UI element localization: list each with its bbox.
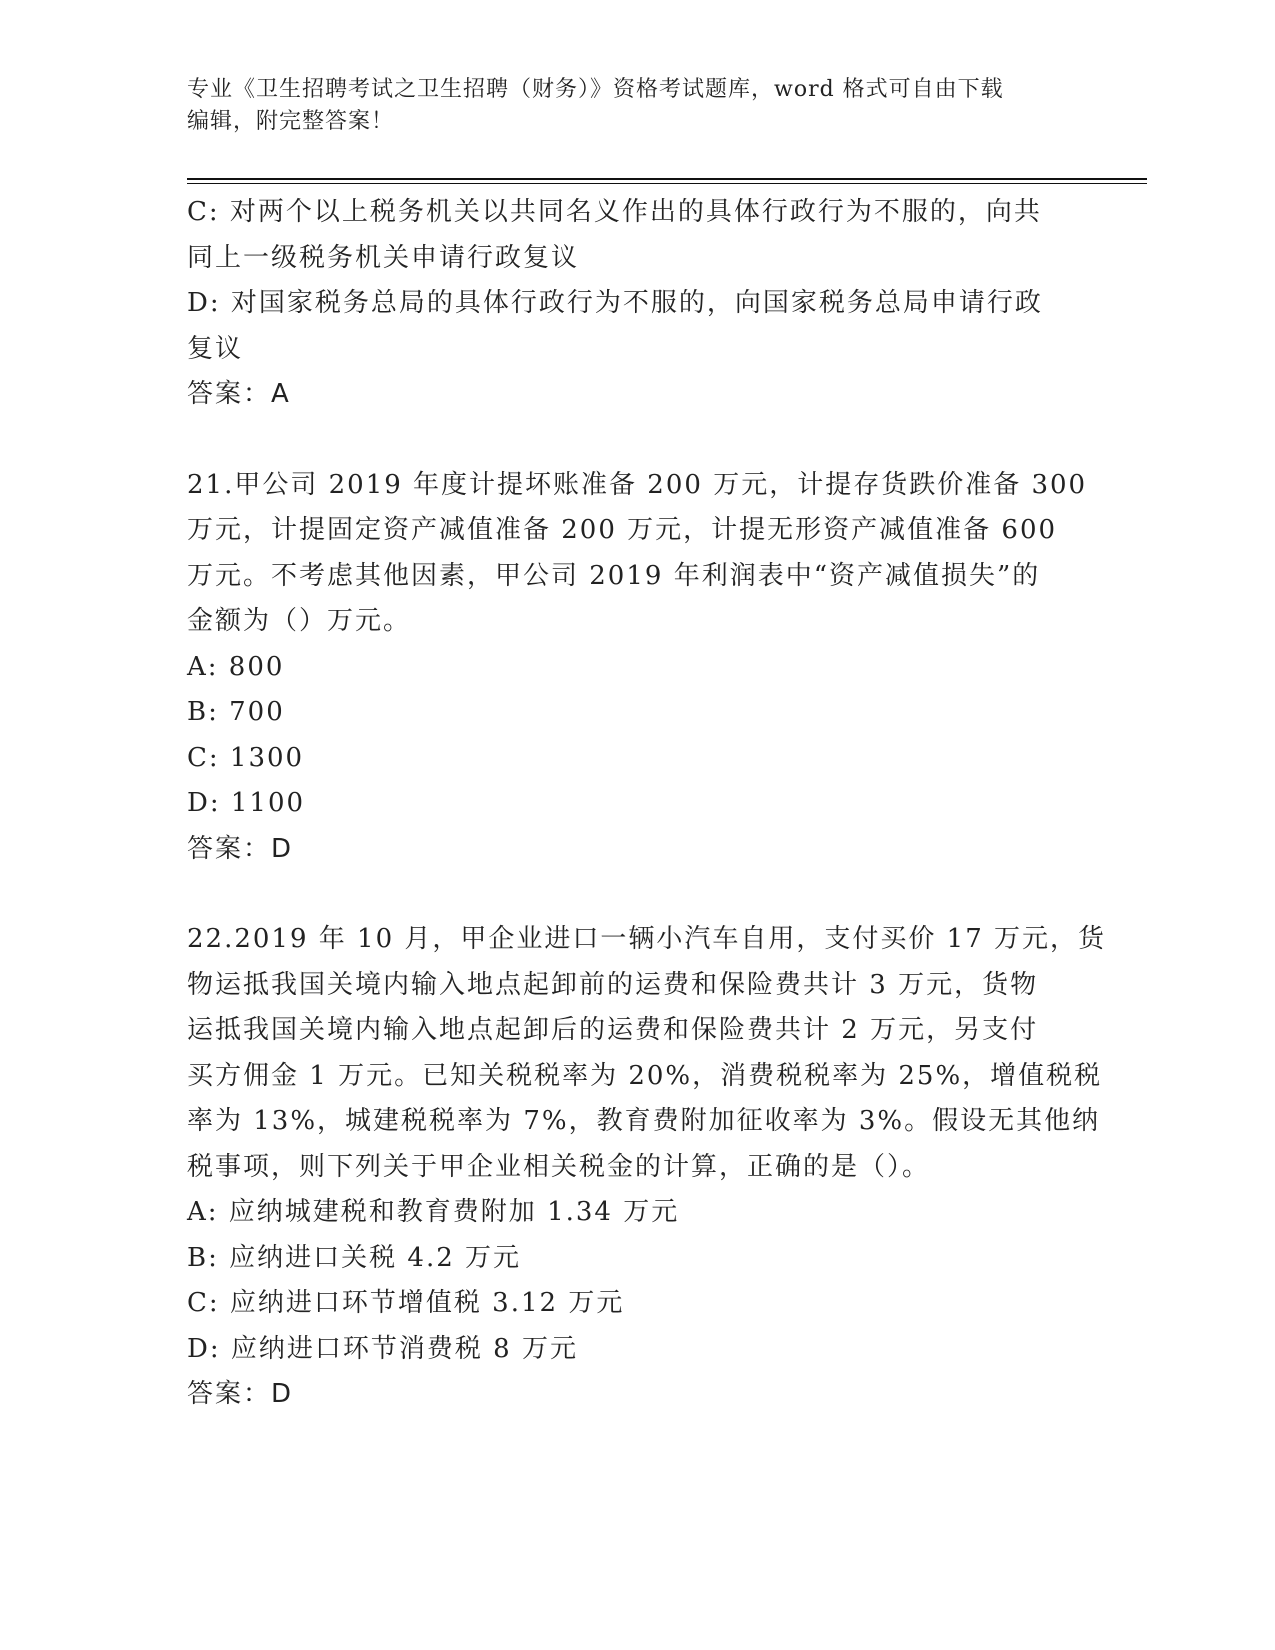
- question-stem-line: 运抵我国关境内输入地点起卸后的运费和保险费共计 2 万元，另支付: [187, 1015, 1039, 1045]
- header-divider-thin: [187, 183, 1147, 184]
- header-divider-thick: [187, 178, 1147, 180]
- option-c-line: 同上一级税务机关申请行政复议: [187, 242, 580, 273]
- option-c: C: 应纳进口环节增值税 3.12 万元: [187, 1288, 625, 1318]
- question-21: [187, 463, 1088, 873]
- option-a: A: 800: [187, 651, 285, 682]
- option-c-line: C: 对两个以上税务机关以共同名义作出的具体行政行为不服的，向共: [187, 197, 1042, 227]
- option-d-line: 复议: [187, 333, 244, 364]
- question-stem-line: 万元。不考虑其他因素，甲公司 2019 年利润表中“资产减值损失”的: [187, 560, 1041, 591]
- option-b: B: 应纳进口关税 4.2 万元: [187, 1242, 522, 1273]
- question-stem-line: 税事项，则下列关于甲企业相关税金的计算，正确的是（）。: [187, 1151, 931, 1182]
- document-body: [187, 190, 1107, 1418]
- question-stem-line: 万元，计提固定资产减值准备 200 万元，计提无形资产减值准备 600: [187, 515, 1058, 545]
- answer-label: 答案：D: [187, 1379, 294, 1409]
- question-stem-line: 金额为（）万元。: [187, 606, 412, 636]
- header-line-1: 专业《卫生招聘考试之卫生招聘（财务）》资格考试题库，word 格式可自由下载: [187, 77, 1004, 102]
- option-d-line: D: 对国家税务总局的具体行政行为不服的，向国家税务总局申请行政: [187, 288, 1043, 318]
- question-stem-line: 买方佣金 1 万元。已知关税税率为 20%，消费税税率为 25%，增值税税: [187, 1060, 1103, 1091]
- question-stem-line: 22.2019 年 10 月，甲企业进口一辆小汽车自用，支付买价 17 万元，货: [187, 924, 1107, 954]
- question-stem-line: 物运抵我国关境内输入地点起卸前的运费和保险费共计 3 万元，货物: [187, 969, 1039, 1000]
- option-a: A: 应纳城建税和教育费附加 1.34 万元: [187, 1197, 680, 1227]
- spacer: [187, 418, 1067, 463]
- document-header: [187, 74, 1097, 138]
- question-22: [187, 917, 1107, 1418]
- question-stem-line: 率为 13%，城建税税率为 7%，教育费附加征收率为 3%。假设无其他纳: [187, 1106, 1101, 1136]
- option-c: C: 1300: [187, 742, 305, 773]
- previous-question-tail: [187, 190, 1067, 418]
- answer-label: 答案：A: [187, 379, 291, 409]
- option-d: D: 应纳进口环节消费税 8 万元: [187, 1333, 578, 1364]
- option-b: B: 700: [187, 697, 285, 727]
- question-stem-line: 21.甲公司 2019 年度计提坏账准备 200 万元，计提存货跌价准备 300: [187, 469, 1088, 500]
- spacer: [187, 872, 1067, 917]
- header-line-2: 编辑，附完整答案！: [187, 109, 395, 134]
- option-d: D: 1100: [187, 788, 306, 818]
- answer-label: 答案：D: [187, 833, 294, 864]
